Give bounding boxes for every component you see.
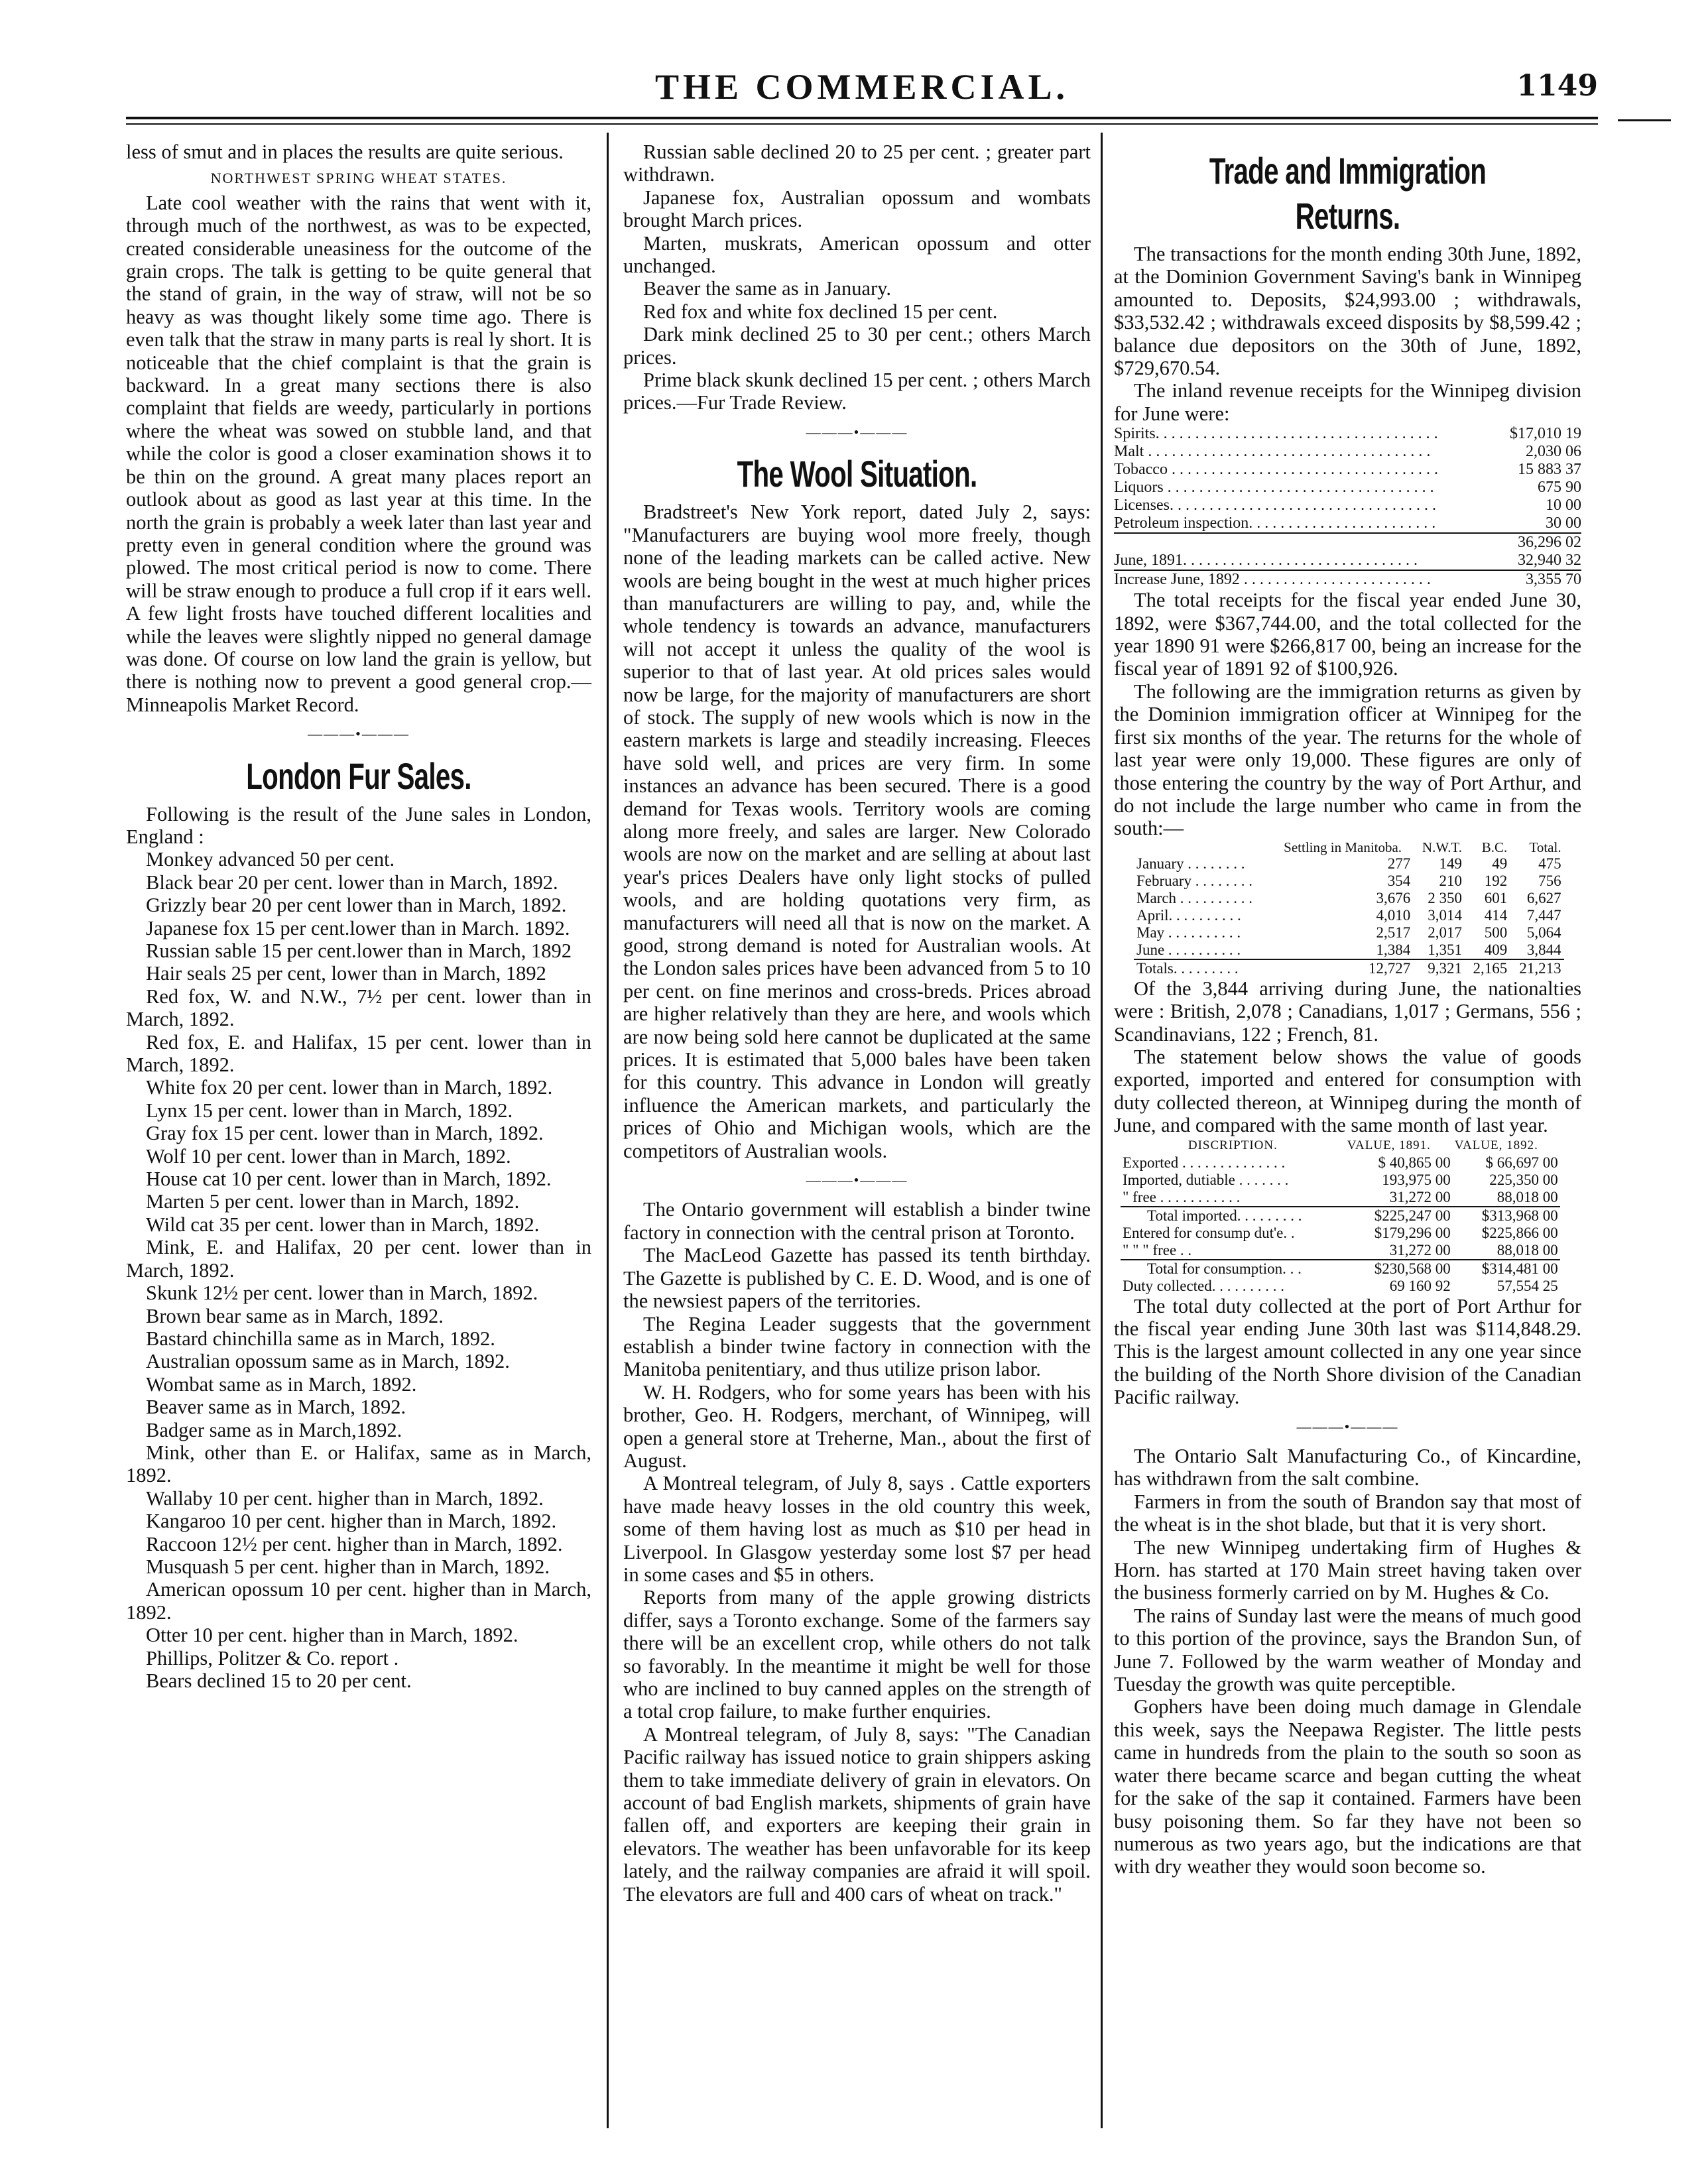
fur-item: American opossum 10 per cent. higher than in March, 1892.: [126, 1578, 591, 1624]
fur-item: Australian opossum same as in March, 1892.: [146, 1350, 510, 1373]
cell: $179,296 00: [1374, 1224, 1451, 1241]
cell: $225,247 00: [1345, 1207, 1453, 1225]
cell: 675 90: [1538, 479, 1581, 497]
paragraph: Following is the result of the June sales in London, England :: [126, 802, 591, 848]
news-item: The Ontario Salt Manufacturing Co., of Kincardine, has withdrawn from the salt combine.: [1114, 1445, 1581, 1490]
fur-item: Red fox, W. and N.W., 7½ per cent. lower than in March, 1892.: [126, 985, 591, 1031]
fur-item: Red fox and white fox declined 15 per cent.: [643, 300, 998, 323]
cell: 500: [1484, 924, 1508, 941]
fur-item: House cat 10 per cent. lower than in March, 1892.: [146, 1168, 552, 1191]
paragraph: The following are the immigration returns as given by the Dominion immigration officer at Winnipeg for the first six months of the year. The returns for the whole of last year were only 19,000. These figures are only of those entering the country by the way of Port Arthur, and do not include the large number who came in from the south:—: [1114, 680, 1581, 840]
cell: 31,272 00: [1389, 1188, 1451, 1205]
cell: 88,018 00: [1496, 1241, 1558, 1258]
fur-item: Musquash 5 per cent. higher than in March, 1892.: [146, 1555, 550, 1578]
paragraph: The statement below shows the value of goods exported, imported and entered for consumption with duty collected thereon, at Winnipeg during the month of June, and compared with the same month of last year.: [1114, 1045, 1581, 1137]
fur-item: Red fox, E. and Halifax, 15 per cent. lower than in March, 1892.: [126, 1030, 591, 1077]
table-row: [1121, 1154, 1560, 1172]
cell: 354: [1387, 872, 1411, 889]
separator: ———•———: [1296, 1418, 1399, 1435]
fur-item: Monkey advanced 50 per cent.: [146, 848, 395, 871]
news-item: A Montreal telegram, of July 8, says . Cattle exporters have made heavy losses in the old country this week, some of them having lost as much as $10 per head in Liverpool. In Glasgow yesterday some lost $7 per head in some cases and $5 in others.: [623, 1472, 1091, 1586]
cell: 5,064: [1526, 924, 1561, 941]
col-head: DISCRIPTION.: [1188, 1138, 1278, 1152]
paragraph: The total duty collected at the port of Port Arthur for the fiscal year ending June 30th last was $114,848.29. This is the largest amount collected in any one year since the building of the North Shore division of the Canadian Pacific railway.: [1114, 1294, 1581, 1409]
cell: $ 40,865 00: [1378, 1154, 1451, 1171]
cell: Total imported. . . . . . . . .: [1121, 1207, 1345, 1225]
masthead: [126, 64, 1598, 110]
news-item: Reports from many of the apple growing districts differ, says a Toronto exchange. Some of the farmers say there will be an excellent crop, while others do not talk so favorably. In the meantime it might be well for those who are inclined to buy canned apples on the strength of a total crop failure, to make further enquiries.: [623, 1586, 1091, 1723]
col-head: Settling in Manitoba.: [1284, 839, 1402, 855]
cell: " " " free . .: [1123, 1241, 1192, 1258]
paragraph: less of smut and in places the results are quite serious.: [126, 141, 564, 163]
news-items: [1114, 1445, 1581, 1878]
cell: 3,014: [1428, 906, 1462, 924]
fur-item: Japanese fox, Australian opossum and wombats brought March prices.: [623, 186, 1091, 232]
cell: 49: [1492, 855, 1508, 872]
fur-item: Badger same as in March,1892.: [146, 1418, 402, 1441]
fur-item: Gray fox 15 per cent. lower than in March, 1892.: [146, 1122, 544, 1145]
table-row: [1114, 497, 1581, 514]
cell: 475: [1538, 855, 1561, 872]
cell: 3,676: [1376, 889, 1411, 906]
fur-item: Kangaroo 10 per cent. higher than in March, 1892.: [146, 1510, 557, 1533]
paragraph: Of the 3,844 arriving during June, the nationalties were : British, 2,078 ; Canadians, 1,017 ; Germans, 556 ; Scandinavians, 122 ; French, 81.: [1114, 977, 1581, 1046]
cell: 31,272 00: [1389, 1241, 1451, 1258]
cell: Entered for consump dut'e. .: [1123, 1224, 1295, 1241]
fur-item: Skunk 12½ per cent. lower than in March, 1892.: [146, 1282, 538, 1305]
revenue-increase-label: Increase June, 1892 . . . . . . . . . . . . . . . . . . . . . . . .: [1114, 570, 1496, 589]
fur-item: Wallaby 10 per cent. higher than in March, 1892.: [146, 1486, 544, 1510]
col-head: N.W.T.: [1422, 839, 1462, 855]
cell: 88,018 00: [1496, 1188, 1558, 1205]
cell: 277: [1387, 855, 1411, 872]
revenue-1891: 32,940 32: [1518, 552, 1581, 570]
cell: 225,350 00: [1489, 1171, 1558, 1188]
cell: " free . . . . . . . . . . .: [1123, 1188, 1241, 1205]
table-row: [1114, 425, 1581, 443]
table-row: [1121, 1172, 1560, 1189]
fur-item: Grizzly bear 20 per cent lower than in March, 1892.: [146, 894, 567, 917]
table-row: [1121, 1242, 1560, 1260]
page-number: 1149: [1516, 69, 1598, 103]
cell: 414: [1484, 906, 1508, 924]
cell: 409: [1484, 941, 1508, 958]
fur-item: Mink, E. and Halifax, 20 per cent. lower than in March, 1892.: [126, 1236, 591, 1282]
cell: 2 350: [1428, 889, 1462, 906]
col-head: B.C.: [1481, 839, 1508, 855]
cell: 7,447: [1526, 906, 1561, 924]
table-row: [1114, 461, 1581, 479]
cell: 12,727: [1272, 959, 1413, 977]
cell: 69 160 92: [1389, 1277, 1451, 1294]
fur-item: Japanese fox 15 per cent.lower than in March. 1892.: [146, 916, 570, 939]
cell: $313,968 00: [1453, 1207, 1560, 1225]
fur-item: Wild cat 35 per cent. lower than in March, 1892.: [146, 1213, 540, 1236]
news-items: [623, 1198, 1091, 1905]
fur-item: Otter 10 per cent. higher than in March, 1892.: [146, 1624, 518, 1647]
separator: ———•———: [806, 1172, 908, 1189]
cell: February . . . . . . . .: [1136, 872, 1253, 889]
subheading: NORTHWEST SPRING WHEAT STATES.: [210, 170, 507, 187]
fur-item: Raccoon 12½ per cent. higher than in March, 1892.: [146, 1532, 563, 1555]
paragraph: Bradstreet's New York report, dated July 2, says: "Manufacturers are buying wool more freely, though none of the leading markets can be called active. New wools are being bought in the west at much higher prices than manufacturers are willing to pay, and, while the whole tendency is towards an advance, manufacturers will not accept it unless the quality of the wool is superior to that of last year. At old prices sales would now be large, for the majority of manufacturers are short of stock. The supply of new wools which is now in the eastern markets is large and steadily increasing. Fleeces have sold well, and prices are very firm. In some instances an advance has been secured. There is a good demand for Texas wools. Territory wools are coming along more freely, and sales are larger. New Colorado wools are now on the market and are selling at about last year's prices Dealers have only light stocks of pulled wools, and are holding quotations very firm, as manufacturers will need all that is now on the market. A good, strong demand is noted for Australian wools. At the London sales prices have been advanced from 5 to 10 per cent. on fine merinos and cross-breds. Prices abroad are higher relatively than they are here, and wools which are now being sold here cannot be duplicated at the same prices. It is estimated that 5,000 bales have been taken for this country. This advance in London will greatly influence the American markets, and particularly the prices of Ohio and Michigan wools, which are the competitors of Australian wools.: [623, 501, 1091, 1162]
column-rule: [607, 133, 609, 2128]
col-head: VALUE, 1892.: [1454, 1138, 1538, 1152]
cell: Liquors . . . . . . . . . . . . . . . . . . . . . . . . . . . . . . . . . .: [1114, 479, 1434, 497]
cell: 149: [1439, 855, 1462, 872]
cell: 756: [1538, 872, 1561, 889]
fur-item: Brown bear same as in March, 1892.: [146, 1304, 444, 1327]
paragraph: The transactions for the month ending 30th June, 1892, at the Dominion Government Saving's bank in Winnipeg amounted to. Deposits, $24,993.00 ; withdrawals, $33,532.42 ; withdrawals exceed disposits by $8,599.42 ; balance due depositors on the 30th of June, 1892, $729,670.54.: [1114, 243, 1581, 380]
table-row: [1134, 855, 1564, 873]
fur-item: Dark mink declined 25 to 30 per cent.; others March prices.: [623, 323, 1091, 369]
cell: June . . . . . . . . . .: [1136, 941, 1241, 958]
cell: $ 66,697 00: [1485, 1154, 1558, 1171]
cell: 30 00: [1546, 514, 1581, 532]
table-row: [1114, 443, 1581, 461]
article-heading: The Wool Situation.: [737, 453, 977, 495]
column-rule: [1101, 133, 1103, 2128]
fur-item: White fox 20 per cent. lower than in March, 1892.: [146, 1076, 553, 1099]
news-item: Farmers in from the south of Brandon say that most of the wheat is in the shot blade, but that it is very short.: [1114, 1490, 1581, 1536]
paragraph: The total receipts for the fiscal year ended June 30, 1892, were $367,744.00, and the total collected for the year 1890 91 were $266,817 00, being an increase for the fiscal year of 1891 92 of $100,926.: [1114, 589, 1581, 680]
fur-list-continued: [623, 141, 1091, 414]
fur-item: Marten 5 per cent. lower than in March, 1892.: [146, 1190, 520, 1213]
cell: Tobacco . . . . . . . . . . . . . . . . . . . . . . . . . . . . . . . . . .: [1114, 461, 1438, 479]
fur-item: Beaver same as in March, 1892.: [146, 1396, 406, 1419]
cell: 210: [1439, 872, 1462, 889]
cell: Malt . . . . . . . . . . . . . . . . . . . . . . . . . . . . . . . . . . . .: [1114, 443, 1431, 461]
separator: ———•———: [308, 725, 410, 743]
fur-item: Wolf 10 per cent. lower than in March, 1892.: [146, 1144, 511, 1168]
fur-item: Lynx 15 per cent. lower than in March, 1892.: [146, 1099, 513, 1122]
cell: 2,030 06: [1526, 443, 1581, 461]
cell: 1,351: [1428, 941, 1462, 958]
cell: Exported . . . . . . . . . . . . . .: [1123, 1154, 1286, 1171]
masthead-rule-thin: [126, 123, 1598, 125]
news-item: The MacLeod Gazette has passed its tenth birthday. The Gazette is published by C. E. D. Wood, and is one of the newsiest papers of the territories.: [623, 1244, 1091, 1313]
cell: Totals. . . . . . . . .: [1134, 959, 1272, 977]
paragraph: Late cool weather with the rains that went with it, through much of the northwest, as was to be expected, created considerable uneasiness for the outcome of the grain crops. The talk is getting to be quite general that the stand of grain, in the way of straw, will not be so heavy as was thought likely some time ago. There is even talk that the straw in many parts is real ly short. It is noticeable that the chief complaint is that the grain is backward. In a great many sections there is also complaint that fields are weedy, particularly in portions where the wheat was sowed on stubble land, and that while the color is good a closer examination shows it to be thin on the ground. A great many places report an outlook about as good as last year at this time. In the north the grain is probably a week later than last year and pretty even in general condition where the ground was plowed. The most critical period is now to come. There will be straw enough to produce a full crop if it ears well. A few light frosts have touched different localities and while the leaves were slightly nipped no general damage was done. Of course on low land the grain is yellow, but there is nothing now to prevent a good general crop.—Minneapolis Market Record.: [126, 191, 591, 716]
col-head: VALUE, 1891.: [1347, 1138, 1431, 1152]
fur-item: Phillips, Politzer & Co. report .: [146, 1646, 399, 1669]
column-3: [1114, 141, 1581, 1878]
table-row: [1134, 924, 1564, 941]
news-item: The Regina Leader suggests that the government establish a binder twine factory in connection with the Manitoba penitentiary, and thus utilize prison labor.: [623, 1312, 1091, 1381]
cell: March . . . . . . . . . .: [1136, 889, 1253, 906]
column-1: [126, 141, 591, 1692]
masthead-title: THE COMMERCIAL.: [654, 67, 1069, 107]
immigration-table: [1134, 840, 1564, 977]
cell: $17,010 19: [1510, 425, 1581, 443]
cell: $225,866 00: [1481, 1224, 1558, 1241]
cell: 2,017: [1428, 924, 1462, 941]
fur-item: Beaver the same as in January.: [643, 277, 892, 300]
cell: 57,554 25: [1496, 1277, 1558, 1294]
cell: 2,517: [1376, 924, 1411, 941]
article-heading: London Fur Sales.: [246, 755, 471, 797]
cell: Total for consumption. . .: [1121, 1260, 1345, 1278]
table-row: [1121, 1189, 1560, 1207]
cell: 3,844: [1526, 941, 1561, 958]
fur-item: Russian sable 15 per cent.lower than in March, 1892: [146, 939, 572, 962]
cell: 9,321: [1413, 959, 1465, 977]
cell: 1,384: [1376, 941, 1411, 958]
cell: Imported, dutiable . . . . . . .: [1123, 1171, 1289, 1188]
cell: 192: [1484, 872, 1508, 889]
revenue-1891-label: June, 1891. . . . . . . . . . . . . . . . . . . . . . . . . . . . . .: [1114, 552, 1418, 570]
cell: Licenses. . . . . . . . . . . . . . . . . . . . . . . . . . . . . . . . . .: [1114, 497, 1436, 514]
fur-item: Black bear 20 per cent. lower than in March, 1892.: [146, 871, 558, 894]
fur-item: Bears declined 15 to 20 per cent.: [146, 1669, 412, 1692]
cell: 21,213: [1510, 959, 1563, 977]
news-item: The new Winnipeg undertaking firm of Hughes & Horn. has started at 170 Main street having taken over the business formerly carried on by M. Hughes & Co.: [1114, 1536, 1581, 1604]
cell: $314,481 00: [1453, 1260, 1560, 1278]
cell: $230,568 00: [1345, 1260, 1453, 1278]
fur-item: Hair seals 25 per cent, lower than in March, 1892: [146, 962, 546, 985]
news-item: The Ontario government will establish a binder twine factory in connection with the central prison at Toronto.: [623, 1198, 1091, 1244]
cell: May . . . . . . . . . .: [1136, 924, 1241, 941]
table-row: [1134, 941, 1564, 959]
paragraph: The inland revenue receipts for the Winnipeg division for June were:: [1114, 379, 1581, 425]
edge-mark: [1618, 119, 1671, 121]
col-head: Total.: [1529, 839, 1561, 855]
cell: 2,165: [1465, 959, 1510, 977]
cell: 6,627: [1526, 889, 1561, 906]
cell: Duty collected. . . . . . . . . .: [1123, 1277, 1285, 1294]
fur-item: Bastard chinchilla same as in March, 1892.: [146, 1327, 495, 1350]
revenue-total: 36,296 02: [1496, 533, 1581, 552]
article-heading: Trade and Immigration Returns.: [1209, 150, 1487, 237]
table-row: [1134, 890, 1564, 907]
news-item: A Montreal telegram, of July 8, says: "The Canadian Pacific railway has issued notice to grain shippers asking them to take immediate delivery of grain in elevators. On account of bad English markets, shipments of grain have fallen off, and exporters are keeping their grain in elevators. The weather has been unfavorable for its keep lately, and the railway companies are afraid it will spoil. The elevators are full and 400 cars of wheat on track.": [623, 1723, 1091, 1905]
cell: 10 00: [1546, 497, 1581, 514]
table-row: [1114, 479, 1581, 497]
cell: April. . . . . . . . . .: [1136, 906, 1241, 924]
cell: Spirits. . . . . . . . . . . . . . . . . . . . . . . . . . . . . . . . . . . .: [1114, 425, 1438, 443]
fur-item: Russian sable declined 20 to 25 per cent. ; greater part withdrawn.: [623, 141, 1091, 186]
cell: January . . . . . . . .: [1136, 855, 1245, 872]
cell: 4,010: [1376, 906, 1411, 924]
fur-item: Wombat same as in March, 1892.: [146, 1372, 417, 1396]
column-2: [623, 141, 1091, 1905]
table-row: [1134, 907, 1564, 924]
table-row: [1121, 1225, 1560, 1242]
revenue-increase: 3,355 70: [1496, 570, 1581, 589]
cell: 601: [1484, 889, 1508, 906]
table-row: [1134, 873, 1564, 890]
table-row: [1114, 514, 1581, 533]
fur-item: Marten, muskrats, American opossum and otter unchanged.: [623, 231, 1091, 278]
fur-list: [126, 848, 591, 1692]
fur-item: Prime black skunk declined 15 per cent. ; others March prices.—Fur Trade Review.: [623, 369, 1091, 414]
separator: ———•———: [806, 423, 908, 440]
immigration-total-row: [1134, 959, 1564, 977]
trade-value-table: [1121, 1137, 1560, 1295]
revenue-table: [1114, 425, 1581, 589]
news-item: The rains of Sunday last were the means of much good to this portion of the province, says the Brandon Sun, of June 7. Followed by the warm weather of Monday and Tuesday the growth was quite perceptible.: [1114, 1604, 1581, 1696]
cell: 193,975 00: [1382, 1171, 1451, 1188]
news-item: W. H. Rodgers, who for some years has been with his brother, Geo. H. Rodgers, merchant, of Winnipeg, will open a general store at Treherne, Man., about the first of August.: [623, 1380, 1091, 1472]
masthead-rule: [126, 117, 1598, 119]
news-item: Gophers have been doing much damage in Glendale this week, says the Neepawa Register. The little pests came in hundreds from the plain to the south so soon as water there became scarce and began cutting the wheat for the sake of the sap it contained. Farmers have been busy poisoning them. So far they have not been so numerous as two years ago, but the indications are that with dry weather they would soon become so.: [1114, 1695, 1581, 1878]
cell: Petroleum inspection. . . . . . . . . . . . . . . . . . . . . . . .: [1114, 514, 1436, 532]
cell: 15 883 37: [1518, 461, 1581, 479]
fur-item: Mink, other than E. or Halifax, same as in March, 1892.: [126, 1441, 591, 1487]
